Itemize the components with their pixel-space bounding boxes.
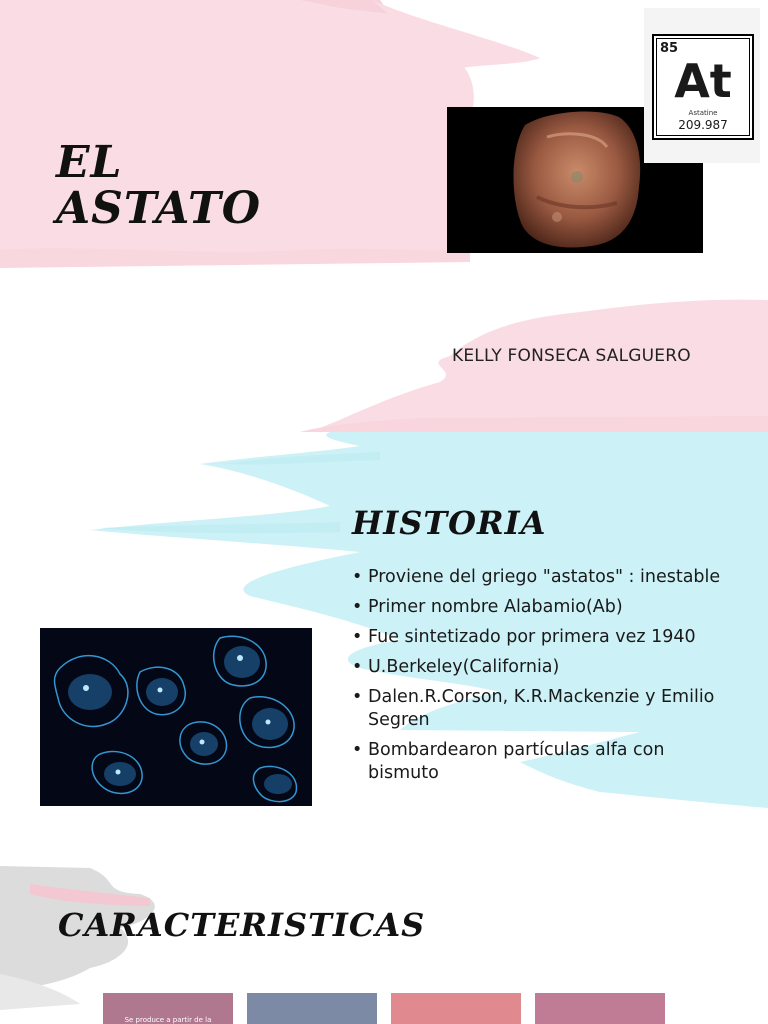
- list-item: • Bombardearon partículas alfa con bismuto: [352, 739, 732, 785]
- element-name: Astatine: [688, 109, 718, 117]
- element-tile: [652, 34, 754, 140]
- periodic-table-element-card: [644, 8, 760, 163]
- cells-microscope-photo: [40, 628, 312, 806]
- author-name: KELLY FONSECA SALGUERO: [452, 346, 691, 366]
- list-item: • Dalen.R.Corson, K.R.Mackenzie y Emilio Segren: [352, 686, 732, 732]
- atomic-number: 85: [660, 41, 679, 56]
- characteristics-title: CARACTERISTICAS: [58, 906, 426, 944]
- list-item: • Proviene del griego "astatos" : inestable: [352, 566, 732, 589]
- title-line-1: EL: [56, 137, 123, 188]
- atomic-mass: 209.987: [678, 118, 728, 132]
- list-item: • Fue sintetizado por primera vez 1940: [352, 626, 732, 649]
- list-item: • Primer nombre Alabamio(Ab): [352, 596, 732, 619]
- characteristic-card-1: [103, 993, 233, 1024]
- characteristic-card-3: [391, 993, 521, 1024]
- title-line-2: ASTATO: [56, 183, 262, 234]
- cells-image: [40, 628, 312, 806]
- characteristics-slide: [0, 864, 768, 1024]
- title-slide: [0, 0, 768, 432]
- card-text: Se produce a partir de la: [124, 1016, 212, 1024]
- characteristic-card-2: [247, 993, 377, 1024]
- element-symbol: At: [674, 54, 732, 108]
- history-title: HISTORIA: [352, 504, 547, 542]
- presentation-title: [56, 137, 376, 234]
- list-item: • U.Berkeley(California): [352, 656, 732, 679]
- characteristic-card-4: [535, 993, 665, 1024]
- history-bullet-list: [352, 566, 732, 792]
- history-slide: [0, 432, 768, 864]
